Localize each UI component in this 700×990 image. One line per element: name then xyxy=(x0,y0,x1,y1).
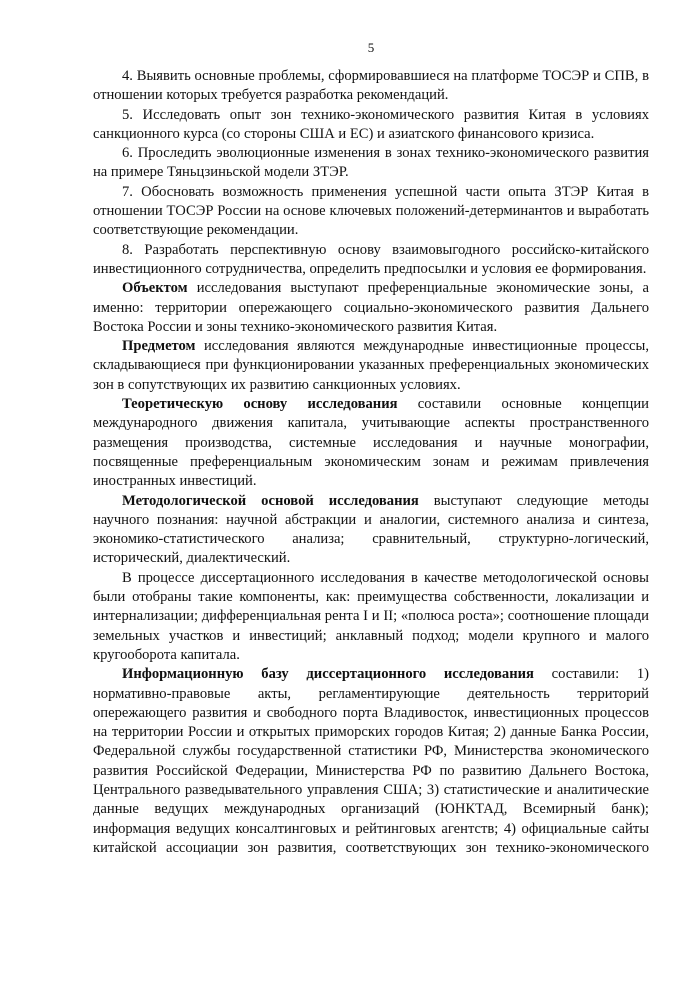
research-object-lead: Объектом xyxy=(122,280,188,297)
task-item-6: 6. Проследить эволюционные изменения в зонах технико-экономического развития на примере Тяньцзиньской модели ЗТЭР. xyxy=(93,145,649,181)
research-subject-paragraph xyxy=(93,337,649,395)
information-base-lead: Информационную базу диссертационного исследования xyxy=(122,666,534,683)
task-item-7: 7. Обосновать возможность применения успешной части опыта ЗТЭР Китая в отношении ТОСЭР России на основе ключевых положений-детерминантов и выработать соответствующие рекомендации. xyxy=(93,183,649,239)
theoretical-basis-paragraph xyxy=(93,395,649,491)
research-subject-lead: Предметом xyxy=(122,338,196,355)
methodology-lead: Методологической основой исследования xyxy=(122,492,419,509)
theoretical-basis-text: составили основные концепции международного движения капитала, учитывающие аспекты пространственного размещения производства, системные исследования и научные монографии, посвященные преференциальным экономическим зонам и режимам привлечения иностранных инвестиций. xyxy=(93,396,649,490)
theoretical-basis-lead: Теоретическую основу исследования xyxy=(122,396,398,413)
task-item-5: 5. Исследовать опыт зон технико-экономического развития Китая в условиях санкционного курса (со стороны США и ЕС) и азиатского финансового кризиса. xyxy=(93,106,649,142)
task-item-4: 4. Выявить основные проблемы, сформировавшиеся на платформе ТОСЭР и СПВ, в отношении которых требуется разработка рекомендаций. xyxy=(93,68,649,104)
methodology-paragraph xyxy=(93,492,649,569)
research-subject-text: исследования являются международные инвестиционные процессы, складывающиеся при функционировании указанных преференциальных экономических зон в сопутствующих их развитию санкционных условиях. xyxy=(93,338,649,393)
research-object-text: исследования выступают преференциальные экономические зоны, а именно: территории опережающего социально-экономического развития Дальнего Востока России и зоны технико-экономического развития Китая. xyxy=(93,280,649,335)
information-base-text: составили: 1) нормативно-правовые акты, регламентирующие деятельность территорий опережающего развития и свободного порта Владивосток, инвестиционных процессов на территории России и открытых приморских городов Китая; 2) данные Банка России, Федеральной службы государственной статистики РФ, Министерства экономического развития Российской Федерации, Министерства РФ по развитию Дальнего Востока, Центрального разведывательного управления США; 3) статистические и аналитические данные ведущих международных организаций (ЮНКТАД, Всемирный банк); информация ведущих консалтинговых и рейтинговых агентств; 4) официальные сайты китайской ассоциации зон развития, соответствующих зон технико-экономического xyxy=(93,666,649,856)
methodology-text: выступают следующие методы научного познания: научной абстракции и аналогии, системного анализа и синтеза, экономико-статистического анализа; сравнительный, структурно-логический, исторический, диалектический. xyxy=(93,492,649,567)
methodology-components-paragraph: В процессе диссертационного исследования в качестве методологической основы были отобраны такие компоненты, как: преимущества собственности, локализации и интернализации; дифференциальная рента I и II; «полюса роста»; соотношение площади земельных участков и инвестиций; анклавный подход; модели крупного и малого кругооборота капитала. xyxy=(93,569,649,663)
information-base-paragraph xyxy=(93,665,649,858)
task-item-8: 8. Разработать перспективную основу взаимовыгодного российско-китайского инвестиционного сотрудничества, определить предпосылки и условия ее формирования. xyxy=(93,241,649,277)
page-number: 5 xyxy=(367,40,375,55)
research-object-paragraph xyxy=(93,279,649,337)
